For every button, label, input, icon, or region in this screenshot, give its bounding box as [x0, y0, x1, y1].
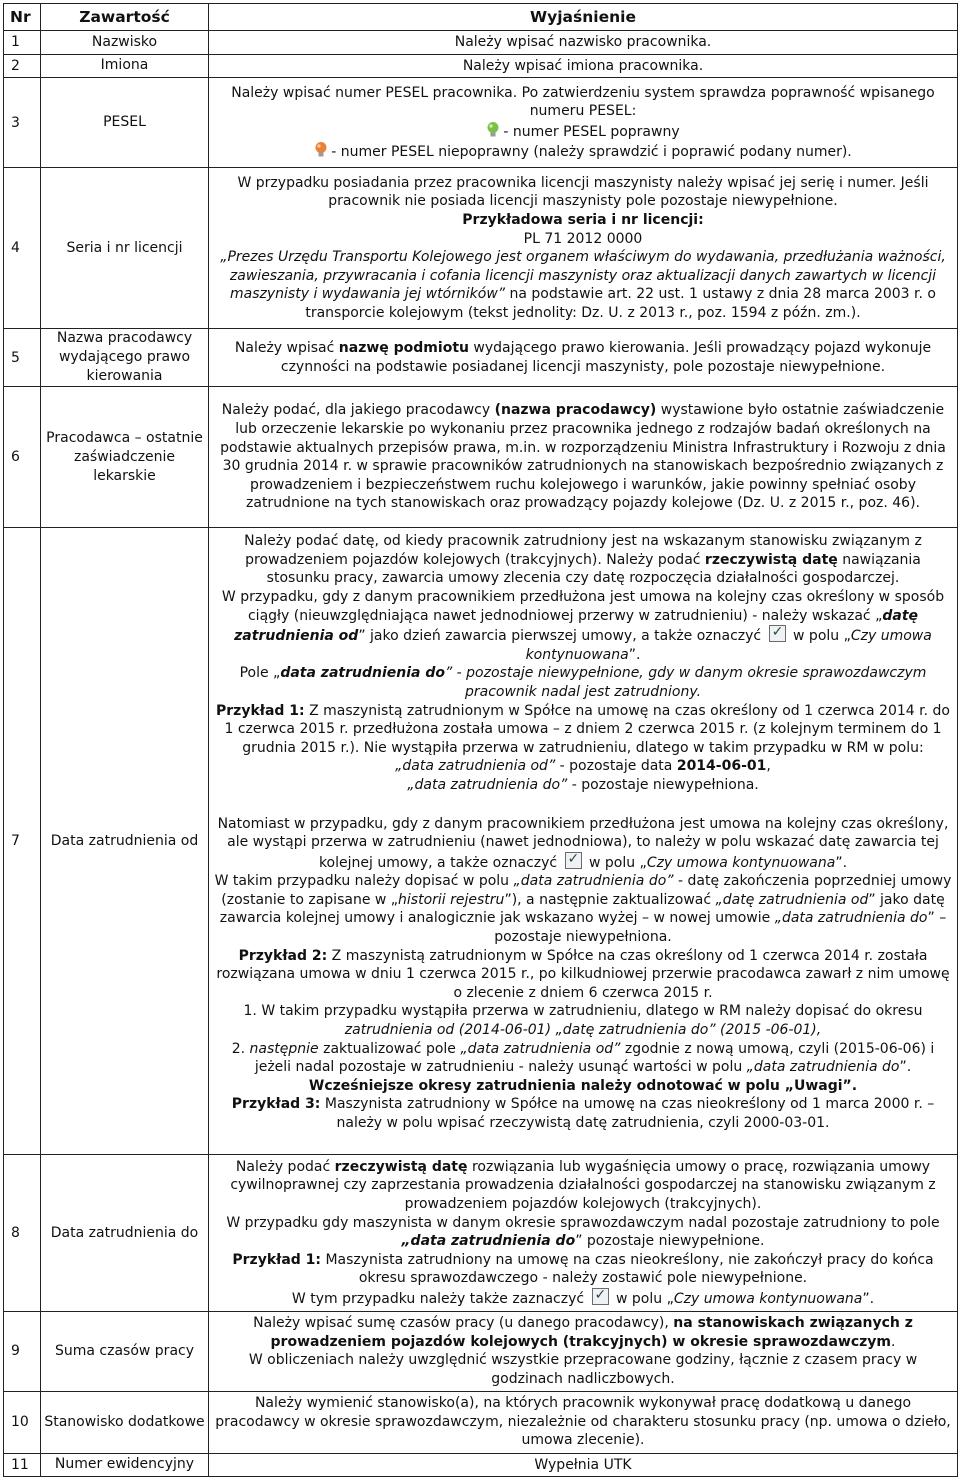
checkbox-checked-icon — [565, 852, 582, 869]
row-number: 7 — [4, 528, 41, 1155]
pesel-invalid-text: - numer PESEL niepoprawny (należy sprawdzić i poprawić podany numer). — [331, 144, 852, 161]
field-name: Nazwa pracodawcy wydającego prawo kierowania — [41, 329, 209, 387]
table-row — [4, 1155, 958, 1312]
field-explanation: Należy wpisać nazwę podmiotu wydającego prawo kierowania. Jeśli prowadzący pojazd wykonuje czynności na podstawie posiadanej licencji maszynisty, pole pozostaje niewypełnione. — [209, 329, 958, 387]
field-name: PESEL — [41, 78, 209, 168]
header-zawartosc: Zawartość — [41, 4, 209, 31]
instructions-table — [3, 3, 958, 1477]
explanation-text: Należy wpisać numer PESEL pracownika. Po zatwierdzeniu system sprawdza poprawność wpisanego numeru PESEL: — [231, 84, 935, 120]
field-explanation: Należy wpisać nazwisko pracownika. — [209, 31, 958, 55]
field-explanation — [209, 168, 958, 329]
row-number: 5 — [4, 329, 41, 387]
example-license-number: PL 71 2012 0000 — [523, 230, 643, 247]
pesel-invalid-line — [213, 141, 953, 162]
row-number: 10 — [4, 1391, 41, 1453]
row-number: 11 — [4, 1453, 41, 1477]
header-wyjasnienie: Wyjaśnienie — [209, 4, 958, 31]
field-explanation: Należy podać, dla jakiego pracodawcy (nazwa pracodawcy) wystawione było ostatnie zaświadczenie lub orzeczenie lekarskie po wykonaniu przez pracownika jednego z rodzajów badań określonych na podstawie aktualnych przepisów prawa, m.in. w rozporządzeniu Ministra Infrastruktury i Rozwoju z dnia 30 grudnia 2014 r. w sprawie pracowników zatrudnionych na stanowiskach bezpośrednio związanych z prowadzeniem i bezpieczeństwem ruchu kolejowego i warunków, jakie powinny spełniać osoby zatrudnione na tych stanowiskach oraz prowadzący pojazdy kolejowe (Dz. U. z 2015 r., poz. 46). — [209, 387, 958, 528]
row-number: 3 — [4, 78, 41, 168]
field-explanation: Należy podać datę, od kiedy pracownik zatrudniony jest na wskazanym stanowisku związanym z prowadzeniem pojazdów kolejowych (trakcyjnych). Należy podać rzeczywistą datę nawiązania stosunku pracy, zawarcia umowy zlecenia czy datę rozpoczęcia działalności gospodarczej. W przypadku, gdy z danym pracownikiem przedłużona jest umowa na kolejny czas określony w sposób ciągły (nieuwzględniająca nawet jednodniowej przerwy w zatrudnieniu) - należy wskazać „datę zatrudnienia od” jako dzień zawarcia pierwszej umowy, a także oznaczyć ✓ w polu „Czy umowa kontynuowana”. Pole „data zatrudnienia do” - pozostaje niewypełnione, gdy w danym okresie sprawozdawczym pracownik nadal jest zatrudniony. Przykład 1: Z maszynistą zatrudnionym w Spółce na umowę na czas określony od 1 czerwca 2014 r. do 1 czerwca 2015 r. przedłużona została umowa – z dniem 2 czerwca 2015 r. (z kolejnym terminem do 1 grudnia 2015 r.). Nie wystąpiła przerwa w zatrudnieniu, dlatego w takim przypadku w RM w polu: „data zatrudnienia od” - pozostaje data 2014-06-01, „data zatrudnienia do” - pozostaje niewypełniona. Natomiast w przypadku, gdy z danym pracownikiem przedłużona jest umowa na kolejny czas określony, ale wystąpi przerwa w zatrudnieniu (nawet jednodniowa), to należy w polu wskazać datę zawarcia tej kolejnej umowy, a także oznaczyć ✓ w polu „Czy umowa kontynuowana”. W takim przypadku należy dopisać w polu „data zatrudnienia do” - datę zakończenia poprzedniej umowy (zostanie to zapisane w „historii rejestru”), a następnie zaktualizować „datę zatrudnienia od” jako datę zawarcia kolejnej umowy i analogicznie jak wskazano wyżej – w nowej umowie „data zatrudnienia do” – pozostaje niewypełniona. Przykład 2: Z maszynistą zatrudnionym w Spółce na czas określony od 1 czerwca 2014 r. została rozwiązana umowa w dniu 1 czerwca 2015 r., po kilkudniowej przerwie pracodawca zawarł z nim umowę o zlecenie z dniem 6 czerwca 2015 r. 1. W takim przypadku wystąpiła przerwa w zatrudnieniu, dlatego w RM należy dopisać do okresu zatrudnienia od (2014-06-01) „datę zatrudnienia do” (2015 -06-01), 2. następnie zaktualizować pole „data zatrudnienia od” zgodnie z nową umową, czyli (2015-06-06) i jeżeli nadal pozostaje w zatrudnieniu - należy usunąć wartości w polu „data zatrudnienia do”. Wcześniejsze okresy zatrudnienia należy odnotować w polu „Uwagi”. Przykład 3: Maszynista zatrudniony w Spółce na umowę na czas nieokreślony od 1 marca 2000 r. – należy w polu wpisać rzeczywistą datę zatrudnienia, czyli 2000-03-01. — [209, 528, 958, 1155]
row-number: 1 — [4, 31, 41, 55]
table-row — [4, 31, 958, 55]
row-number: 4 — [4, 168, 41, 329]
field-explanation: Należy podać rzeczywistą datę rozwiązania lub wygaśnięcia umowy o pracę, rozwiązania umowy cywilnoprawnej czy zaprzestania prowadzenia działalności gospodarczej na stanowisku związanym z prowadzeniem pojazdów kolejowych (trakcyjnych). W przypadku gdy maszynista w danym okresie sprawozdawczym nadal pozostaje zatrudniony to pole „data zatrudnienia do” pozostaje niewypełnione. Przykład 1: Maszynista zatrudniony na umowę na czas nieokreślony, nie zakończył pracy do końca okresu sprawozdawczego - należy zostawić pole niewypełnione. W tym przypadku należy także zaznaczyć ✓ w polu „Czy umowa kontynuowana”. — [209, 1155, 958, 1312]
table-row — [4, 78, 958, 168]
field-explanation: Należy wpisać imiona pracownika. — [209, 54, 958, 78]
field-name: Numer ewidencyjny — [41, 1453, 209, 1477]
field-explanation: Należy wpisać sumę czasów pracy (u danego pracodawcy), na stanowiskach związanych z prowadzeniem pojazdów kolejowych (trakcyjnych) w okresie sprawozdawczym. W obliczeniach należy uwzględnić wszystkie przepracowane godziny, łącznie z czasem pracy w godzinach nadliczbowych. — [209, 1312, 958, 1391]
table-row — [4, 528, 958, 1155]
pesel-valid-text: - numer PESEL poprawny — [503, 123, 680, 140]
example-heading: Przykładowa seria i nr licencji: — [462, 212, 704, 228]
pesel-valid-line — [213, 121, 953, 142]
legal-basis: „Prezes Urzędu Transportu Kolejowego jest organem właściwym do wydawania, przedłużania ważności, zawieszania, przywracania i cofania licencji maszynisty oraz aktualizacji danych zawartych w licencji maszynisty i wydawania jej wtórników” na podstawie art. 22 ust. 1 ustawy z dnia 28 marca 2003 r. o transporcie kolejowym (tekst jednolity: Dz. U. z 2013 r., poz. 1594 z późn. zm.). — [220, 249, 946, 321]
table-row — [4, 168, 958, 329]
field-name: Nazwisko — [41, 31, 209, 55]
field-name: Suma czasów pracy — [41, 1312, 209, 1391]
field-name: Pracodawca – ostatnie zaświadczenie lekarskie — [41, 387, 209, 528]
checkbox-checked-icon — [592, 1288, 609, 1305]
orange-lightbulb-icon — [314, 141, 328, 159]
table-row — [4, 1453, 958, 1477]
field-explanation — [209, 78, 958, 168]
row-number: 8 — [4, 1155, 41, 1312]
field-explanation: Należy wymienić stanowisko(a), na których pracownik wykonywał pracę dodatkową u danego pracodawcy w okresie sprawozdawczym, niezależnie od charakteru stosunku pracy (np. umowa o dzieło, umowa zlecenie). — [209, 1391, 958, 1453]
field-name: Data zatrudnienia od — [41, 528, 209, 1155]
table-row — [4, 329, 958, 387]
green-lightbulb-icon — [486, 121, 500, 139]
checkbox-checked-icon — [769, 625, 786, 642]
explanation-text: W przypadku posiadania przez pracownika licencji maszynisty należy wpisać jej serię i numer. Jeśli pracownik nie posiada licencji maszynisty pole pozostaje niewypełnione. — [237, 174, 929, 210]
field-name: Data zatrudnienia do — [41, 1155, 209, 1312]
field-explanation: Wypełnia UTK — [209, 1453, 958, 1477]
row-number: 9 — [4, 1312, 41, 1391]
table-row — [4, 1312, 958, 1391]
table-row — [4, 54, 958, 78]
header-row — [4, 4, 958, 31]
table-row — [4, 387, 958, 528]
table-row — [4, 1391, 958, 1453]
row-number: 6 — [4, 387, 41, 528]
field-name: Stanowisko dodatkowe — [41, 1391, 209, 1453]
header-nr: Nr — [4, 4, 41, 31]
row-number: 2 — [4, 54, 41, 78]
field-name: Imiona — [41, 54, 209, 78]
field-name: Seria i nr licencji — [41, 168, 209, 329]
